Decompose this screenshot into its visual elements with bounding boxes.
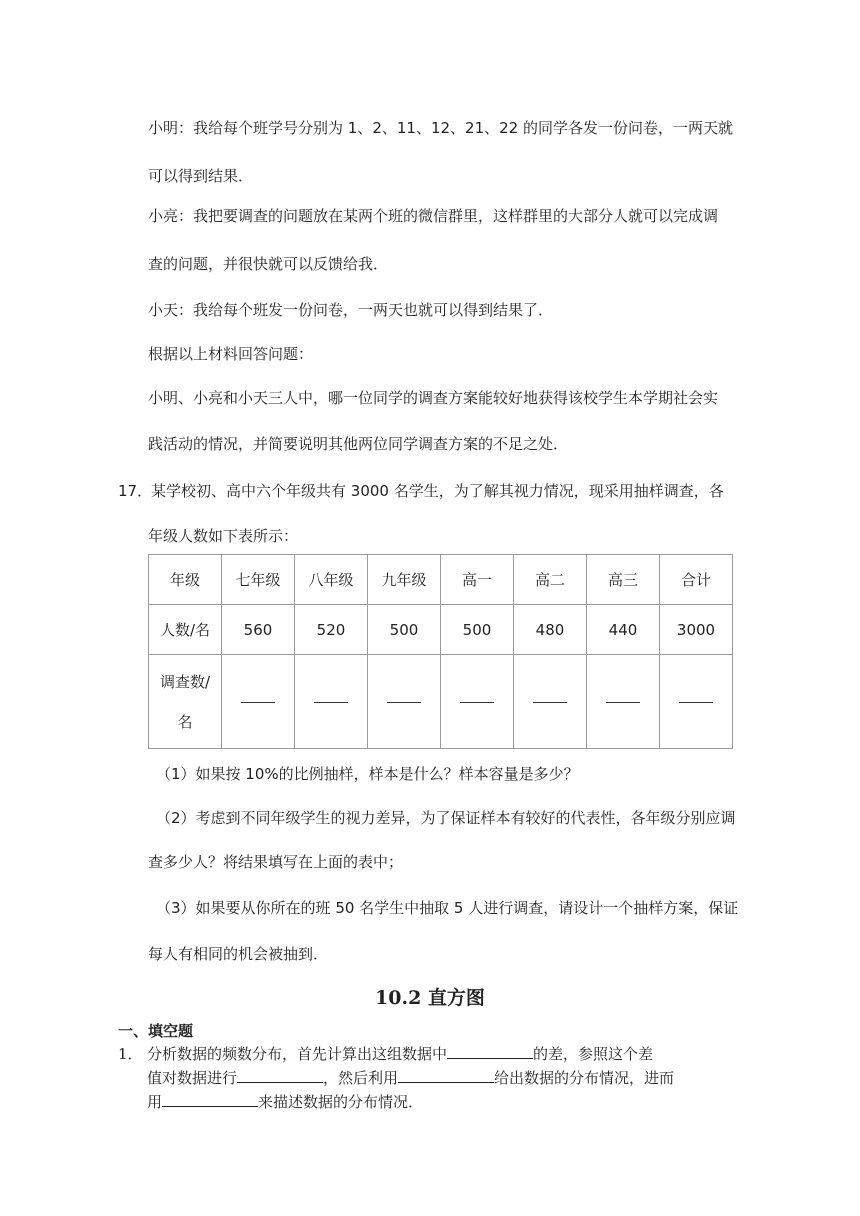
answer-blank-cell[interactable] — [368, 655, 441, 749]
table-cell: 440 — [587, 605, 660, 655]
question-17-stem-line1: 某学校初、高中六个年级共有 3000 名学生，为了解其视力情况，现采用抽样调查，各 — [151, 482, 724, 500]
answer-blank-line[interactable] — [460, 702, 494, 703]
question-17-sub2-line2: 查多少人？将结果填写在上面的表中； — [148, 853, 404, 871]
table-header-row — [149, 555, 733, 605]
passage-instruction: 根据以上材料回答问题： — [148, 345, 314, 363]
answer-blank-cell[interactable] — [660, 655, 733, 749]
fill-question-text: 的差，参照这个差 — [533, 1045, 654, 1063]
fill-question-text: 分析数据的频数分布，首先计算出这组数据中 — [147, 1045, 448, 1063]
passage-xiaoming-cont: 可以得到结果． — [148, 167, 254, 185]
answer-blank-cell[interactable] — [441, 655, 514, 749]
table-header-cell: 八年级 — [295, 555, 368, 605]
fill-question-text: 来描述数据的分布情况． — [258, 1093, 424, 1111]
grade-count-table — [148, 554, 733, 749]
fill-question-1-number: 1． — [118, 1045, 143, 1063]
answer-blank-cell[interactable] — [514, 655, 587, 749]
answer-blank-line[interactable] — [679, 702, 713, 703]
survey-label-line2: 名 — [177, 712, 193, 731]
answer-blank-line[interactable] — [162, 1090, 258, 1107]
table-header-cell: 高二 — [514, 555, 587, 605]
fill-question-1-line3 — [147, 1090, 423, 1114]
answer-blank-line[interactable] — [447, 1042, 533, 1059]
table-row-label — [149, 655, 222, 749]
section-title: 10.2 直方图 — [375, 987, 485, 1009]
answer-blank-line[interactable] — [533, 702, 567, 703]
table-row-label: 人数/名 — [149, 605, 222, 655]
table-header-cell: 九年级 — [368, 555, 441, 605]
answer-blank-line[interactable] — [241, 702, 275, 703]
question-17-sub2-line1: （2）考虑到不同年级学生的视力差异，为了保证样本有较好的代表性，各年级分别应调 — [156, 809, 736, 827]
answer-blank-cell[interactable] — [587, 655, 660, 749]
passage-xiaoliang-cont: 查的问题，并很快就可以反馈给我． — [148, 255, 389, 273]
fill-question-text: 给出数据的分布情况，进而 — [494, 1069, 675, 1087]
passage-question-line2: 践活动的情况，并简要说明其他两位同学调查方案的不足之处． — [148, 435, 569, 453]
survey-label-line1: 调查数/ — [159, 672, 211, 691]
table-cell: 480 — [514, 605, 587, 655]
question-17-sub3-line2: 每人有相同的机会被抽到． — [148, 945, 329, 963]
answer-blank-line[interactable] — [237, 1066, 323, 1083]
table-row-survey — [149, 655, 733, 749]
fill-question-1-line1 — [147, 1042, 653, 1066]
passage-xiaoliang: 小亮：我把要调查的问题放在某两个班的微信群里，这样群里的大部分人就可以完成调 — [148, 207, 719, 225]
question-17-number: 17． — [118, 482, 153, 500]
table-cell: 560 — [222, 605, 295, 655]
passage-question-line1: 小明、小亮和小天三人中，哪一位同学的调查方案能较好地获得该校学生本学期社会实 — [148, 389, 719, 407]
question-17-sub3-line1: （3）如果要从你所在的班 50 名学生中抽取 5 人进行调查，请设计一个抽样方案，保证 — [156, 899, 739, 917]
table-cell: 3000 — [660, 605, 733, 655]
fill-question-text: ，然后利用 — [323, 1069, 399, 1087]
answer-blank-line[interactable] — [398, 1066, 494, 1083]
answer-blank-line[interactable] — [314, 702, 348, 703]
table-header-cell: 七年级 — [222, 555, 295, 605]
table-header-cell: 合计 — [660, 555, 733, 605]
fill-question-1-line2 — [147, 1066, 674, 1090]
answer-blank-line[interactable] — [606, 702, 640, 703]
table-header-cell: 高一 — [441, 555, 514, 605]
question-17-sub1: （1）如果按 10%的比例抽样，样本是什么？样本容量是多少？ — [156, 765, 579, 783]
passage-xiaoming: 小明：我给每个班学号分别为 1、2、11、12、21、22 的同学各发一份问卷，一两天就 — [148, 119, 733, 137]
question-17-stem-line2: 年级人数如下表所示： — [148, 527, 299, 545]
fill-question-text: 用 — [147, 1093, 163, 1111]
answer-blank-cell[interactable] — [222, 655, 295, 749]
passage-xiaotian: 小天：我给每个班发一份问卷，一两天也就可以得到结果了． — [148, 301, 554, 319]
table-header-cell: 年级 — [149, 555, 222, 605]
table-cell: 500 — [368, 605, 441, 655]
section-subheading: 一、填空题 — [118, 1022, 194, 1040]
table-row-counts — [149, 605, 733, 655]
table-header-cell: 高三 — [587, 555, 660, 605]
answer-blank-line[interactable] — [387, 702, 421, 703]
table-cell: 520 — [295, 605, 368, 655]
answer-blank-cell[interactable] — [295, 655, 368, 749]
table-cell: 500 — [441, 605, 514, 655]
fill-question-text: 值对数据进行 — [147, 1069, 238, 1087]
